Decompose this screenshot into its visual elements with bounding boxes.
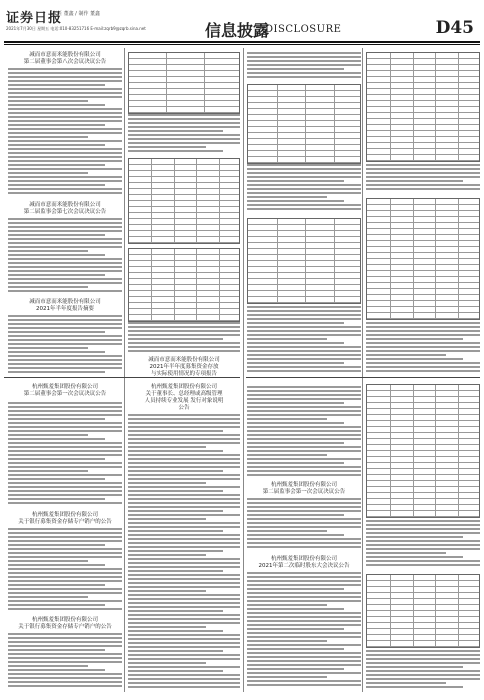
- table-row: [129, 315, 239, 321]
- issue-meta: 2021年7月30日 星期五 电话:010-83251716 E-mail:zqrb9@zqrb.sina.net: [6, 26, 146, 31]
- data-table: [247, 84, 361, 164]
- column-divider: [362, 48, 363, 692]
- body-text-block: [8, 528, 122, 614]
- body-text-block: [247, 572, 361, 690]
- body-text-block: [128, 322, 240, 354]
- section-title-en: DISCLOSURE: [265, 24, 342, 35]
- table-row: [248, 297, 360, 303]
- body-text-block: [366, 164, 480, 194]
- header-rule: [4, 41, 480, 43]
- notice-heading: 减而市意而米能股份有限公司 第二届董事会第八次会议决议公告: [23, 52, 107, 65]
- masthead: [0, 0, 484, 44]
- body-text-block: [128, 414, 240, 690]
- page-number: D45: [435, 18, 474, 38]
- notice-heading: 杭州甄羞集团股份有限公司 第二届董事会第一次会议决议公告: [23, 384, 107, 397]
- body-text-block: [366, 650, 480, 690]
- notice-heading: 减而市意而米能股份有限公司 2021年半年度报告摘要: [29, 299, 101, 312]
- data-table: [128, 248, 240, 322]
- table-row: [129, 107, 239, 113]
- column-divider: [243, 48, 244, 692]
- body-text-block: [247, 164, 361, 214]
- body-text-block: [8, 315, 122, 375]
- editor-credit: 责任 董鑫 / 制作 董鑫: [52, 11, 101, 17]
- body-text-block: [366, 322, 480, 374]
- data-table: [366, 198, 480, 320]
- body-text-block: [8, 402, 122, 508]
- table-row: [367, 313, 479, 319]
- table-row: [367, 511, 479, 517]
- body-text-block: [247, 498, 361, 552]
- notice-heading: 减而市意而米能股份有限公司 第二届监事会第七次会议决议公告: [23, 202, 107, 215]
- data-table: [366, 384, 480, 518]
- notice-heading: 杭州甄羞集团股份有限公司 关于董事长、总经理或高级管理 人员持续专业发展 发行对象说明 公告: [144, 384, 224, 411]
- notice-heading: 杭州甄羞集团股份有限公司 关于银行募集资金存储专户销户的公告: [18, 617, 112, 630]
- table-row: [129, 237, 239, 243]
- header-rule-thin: [4, 44, 480, 45]
- notice-heading: 减而市意而米能股份有限公司 2021年半年度募集资金存放 与实际使用情况的专项报告: [148, 357, 220, 377]
- body-text-block: [247, 306, 361, 374]
- section-divider: [246, 377, 480, 378]
- notice-heading: 杭州甄羞集团股份有限公司 关于银行募集资金存储专户销户的公告: [18, 512, 112, 525]
- body-text-block: [8, 68, 122, 198]
- table-row: [248, 157, 360, 163]
- body-text-block: [128, 114, 240, 154]
- data-table: [366, 574, 480, 648]
- data-table: [366, 52, 480, 162]
- body-text-block: [247, 386, 361, 478]
- data-table: [247, 218, 361, 304]
- newspaper-logo: 证券日报: [6, 11, 63, 26]
- body-text-block: [366, 520, 480, 570]
- table-row: [367, 155, 479, 161]
- body-text-block: [8, 633, 122, 691]
- data-table: [128, 158, 240, 244]
- notice-heading: 杭州甄羞集团股份有限公司 2021年第二次临时股东大会决议公告: [258, 556, 350, 569]
- data-table: [128, 52, 240, 114]
- body-text-block: [247, 52, 361, 80]
- table-row: [367, 641, 479, 647]
- section-title: 信息披露: [205, 21, 270, 40]
- body-text-block: [8, 218, 122, 296]
- column-divider: [124, 48, 125, 692]
- notice-heading: 杭州甄羞集团股份有限公司 第二届监事会第一次会议决议公告: [262, 482, 346, 495]
